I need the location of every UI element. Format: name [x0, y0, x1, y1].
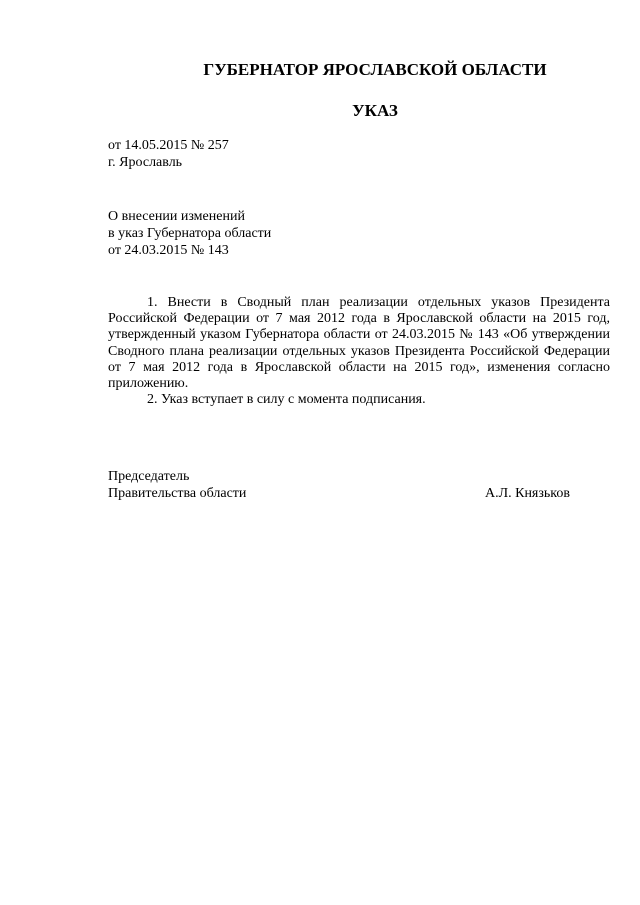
body-paragraph-2: 2. Указ вступает в силу с момента подписания. [147, 392, 426, 408]
signature-position-line-2: Правительства области [108, 486, 247, 501]
document-type: УКАЗ [352, 101, 398, 120]
signature-position-line-1: Председатель [108, 469, 190, 484]
subject-line-1: О внесении изменений [108, 209, 245, 224]
document-city: г. Ярославль [108, 155, 183, 170]
subject-line-2: в указ Губернатора области [108, 226, 272, 241]
document-subject [108, 208, 271, 259]
signature-row [108, 485, 570, 502]
signatory-name: А.Л. Князьков [485, 486, 570, 501]
signature-block [108, 468, 570, 502]
body-paragraph-1: 1. Внести в Сводный план реализации отдельных указов Президента Российской Федерации от 7 мая 2012 года в Ярославской области на 2015 год, утвержденный указом Губернатора области от 24.03.2015 № 143 «Об утверждении Сводного плана реализации отдельных указов Президента Российской Федерации от 7 мая 2012 года в Ярославской области на 2015 год», изменения согласно приложению. [108, 295, 610, 392]
subject-line-3: от 24.03.2015 № 143 [108, 243, 229, 258]
document-body [108, 295, 610, 408]
document-authority: ГУБЕРНАТОР ЯРОСЛАВСКОЙ ОБЛАСТИ [203, 60, 547, 79]
document-meta [108, 137, 229, 171]
document-date-number: от 14.05.2015 № 257 [108, 138, 229, 153]
